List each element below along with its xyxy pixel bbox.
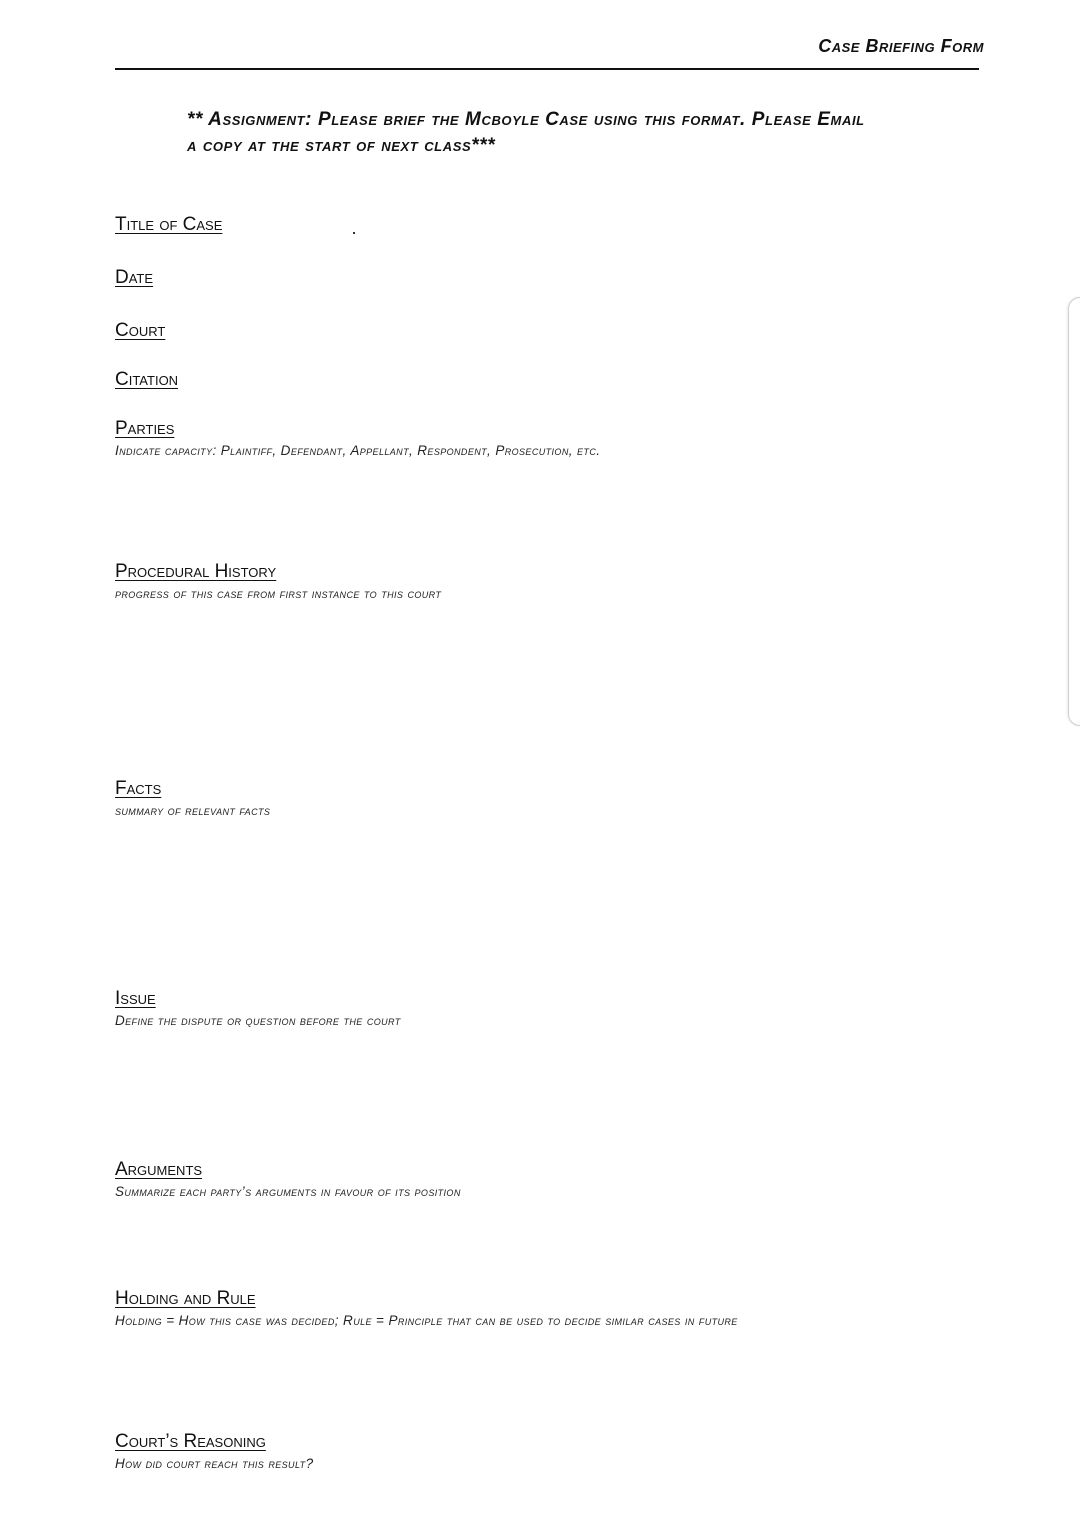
section-court: [115, 320, 165, 342]
heading-parties: Parties: [115, 418, 175, 439]
heading-date: Date: [115, 267, 154, 288]
heading-issue: Issue: [115, 988, 156, 1009]
section-citation: [115, 369, 178, 391]
section-holding-and-rule: [115, 1288, 738, 1328]
instruction-arguments: Summarize each party’s arguments in favour of its position: [115, 1184, 461, 1199]
heading-procedural-history: Procedural History: [115, 561, 277, 582]
section-issue: [115, 988, 401, 1028]
stray-dot: [353, 232, 355, 234]
heading-title-of-case: Title of Case: [115, 214, 223, 235]
heading-court: Court: [115, 320, 166, 341]
heading-holding-and-rule: Holding and Rule: [115, 1288, 256, 1309]
heading-courts-reasoning: Court’s Reasoning: [115, 1431, 266, 1452]
section-title-of-case: [115, 214, 222, 236]
assignment-line-2: a copy at the start of next class***: [187, 135, 496, 156]
section-arguments: [115, 1159, 461, 1199]
heading-citation: Citation: [115, 369, 179, 390]
section-facts: [115, 778, 270, 818]
heading-arguments: Arguments: [115, 1159, 203, 1180]
instruction-holding-and-rule: Holding = How this case was decided; Rule = Principle that can be used to decide similar cases in future: [115, 1313, 738, 1328]
section-parties: [115, 418, 600, 458]
section-date: [115, 267, 153, 289]
section-courts-reasoning: [115, 1431, 313, 1471]
instruction-issue: Define the dispute or question before the court: [115, 1013, 401, 1028]
instruction-parties: Indicate capacity: Plaintiff, Defendant, Appellant, Respondent, Prosecution, etc.: [115, 443, 601, 458]
form-title: Case Briefing Form: [818, 36, 984, 56]
instruction-courts-reasoning: How did court reach this result?: [115, 1456, 314, 1471]
section-procedural-history: [115, 561, 441, 601]
assignment-note: [187, 107, 987, 159]
heading-facts: Facts: [115, 778, 162, 799]
side-scroll-handle[interactable]: [1068, 297, 1080, 726]
instruction-facts: summary of relevant facts: [115, 803, 271, 818]
header-divider: [115, 68, 979, 70]
assignment-line-1: ** Assignment: Please brief the Mcboyle Case using this format. Please Email: [187, 109, 865, 130]
instruction-procedural-history: progress of this case from first instance to this court: [115, 586, 442, 601]
